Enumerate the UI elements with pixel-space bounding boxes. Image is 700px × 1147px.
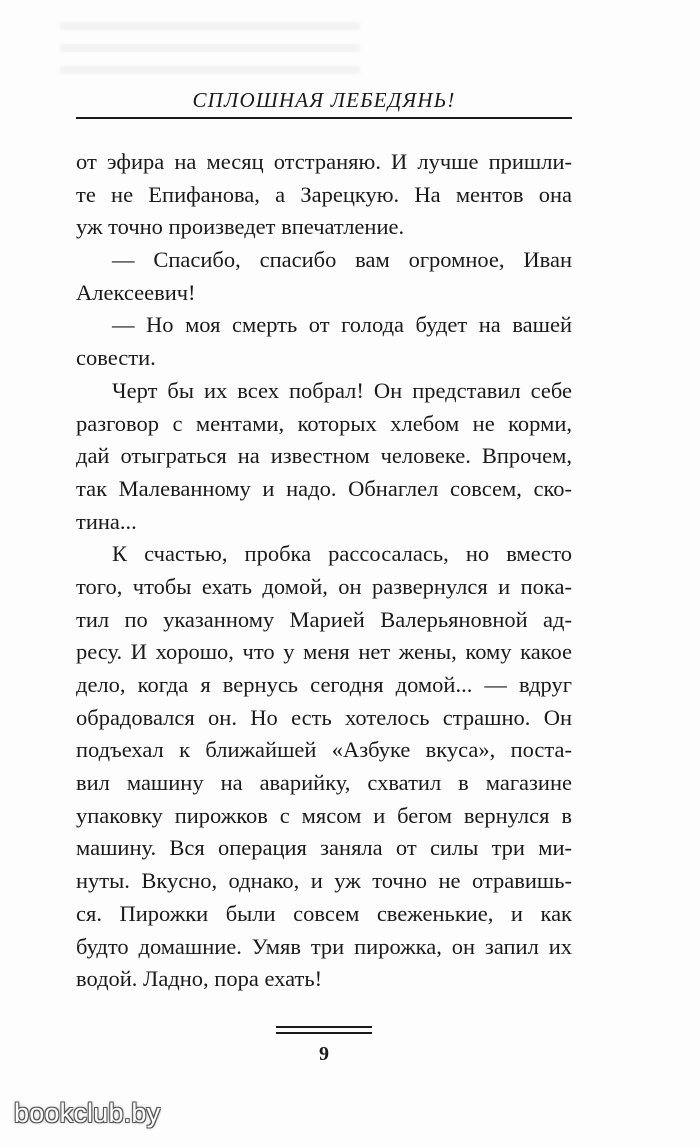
text-line: подъехал к ближайшей «Азбуке вкуса», поста- xyxy=(76,737,572,763)
text-line: К счастью, пробка рассосалась, но вместо xyxy=(112,541,572,567)
text-line: дай отыграться на известном человеке. Впрочем, xyxy=(76,443,572,469)
body-text xyxy=(76,146,572,996)
paragraph xyxy=(76,309,572,374)
text-line: нуты. Вкусно, однако, и уж точно не отравишь- xyxy=(76,868,572,894)
text-line: так Малеванному и надо. Обнаглел совсем, ско- xyxy=(76,475,572,501)
footer-rule-bottom xyxy=(276,1032,372,1034)
text-line: водой. Ладно, пора ехать! xyxy=(76,966,323,992)
text-line: обрадовался он. Но есть хотелось страшно. Он xyxy=(76,704,572,730)
paragraph xyxy=(76,146,572,244)
text-line: ся. Пирожки были совсем свеженькие, и как xyxy=(76,900,572,926)
text-line: тина... xyxy=(76,508,137,534)
text-line: разговор с ментами, которых хлебом не корми, xyxy=(76,410,572,436)
page-number: 9 xyxy=(319,1043,329,1065)
footer-rule-top xyxy=(276,1026,372,1028)
paragraph xyxy=(76,375,572,538)
text-line: машину. Вся операция заняла от силы три ми- xyxy=(76,835,572,861)
text-line: Алексеевич! xyxy=(76,279,196,305)
text-line: того, чтобы ехать домой, он развернулся и пока- xyxy=(76,573,572,599)
text-line: совести. xyxy=(76,345,156,371)
show-through-shadow xyxy=(60,8,360,78)
text-line: — Но моя смерть от голода будет на вашей xyxy=(112,312,572,338)
text-line: дело, когда я вернусь сегодня домой... — вдруг xyxy=(76,672,572,697)
text-line: вил машину на аварийку, схватил в магазине xyxy=(76,770,572,796)
text-line: от эфира на месяц отстраняю. И лучше пришли- xyxy=(76,149,572,174)
text-line: уж точно произведет впечатление. xyxy=(76,214,405,240)
paragraph xyxy=(76,244,572,309)
text-line: — Спасибо, спасибо вам огромное, Иван xyxy=(112,247,572,273)
text-line: Черт бы их всех побрал! Он представил себе xyxy=(112,377,572,403)
text-line: ресу. И хорошо, что у меня нет жены, кому какое xyxy=(76,639,572,665)
text-line: те не Епифанова, а Зарецкую. На ментов она xyxy=(76,181,572,207)
running-head: СПЛОШНАЯ ЛЕБЕДЯНЬ! xyxy=(192,88,456,112)
paragraph xyxy=(76,538,572,996)
watermark: bookclub.by xyxy=(14,1098,161,1128)
header-rule xyxy=(76,117,572,119)
text-line: тил по указанному Марией Валерьяновной ад- xyxy=(76,606,572,632)
text-line: упаковку пирожков с мясом и бегом вернулся в xyxy=(76,802,572,828)
text-line: будто домашние. Умяв три пирожка, он запил их xyxy=(76,933,572,959)
